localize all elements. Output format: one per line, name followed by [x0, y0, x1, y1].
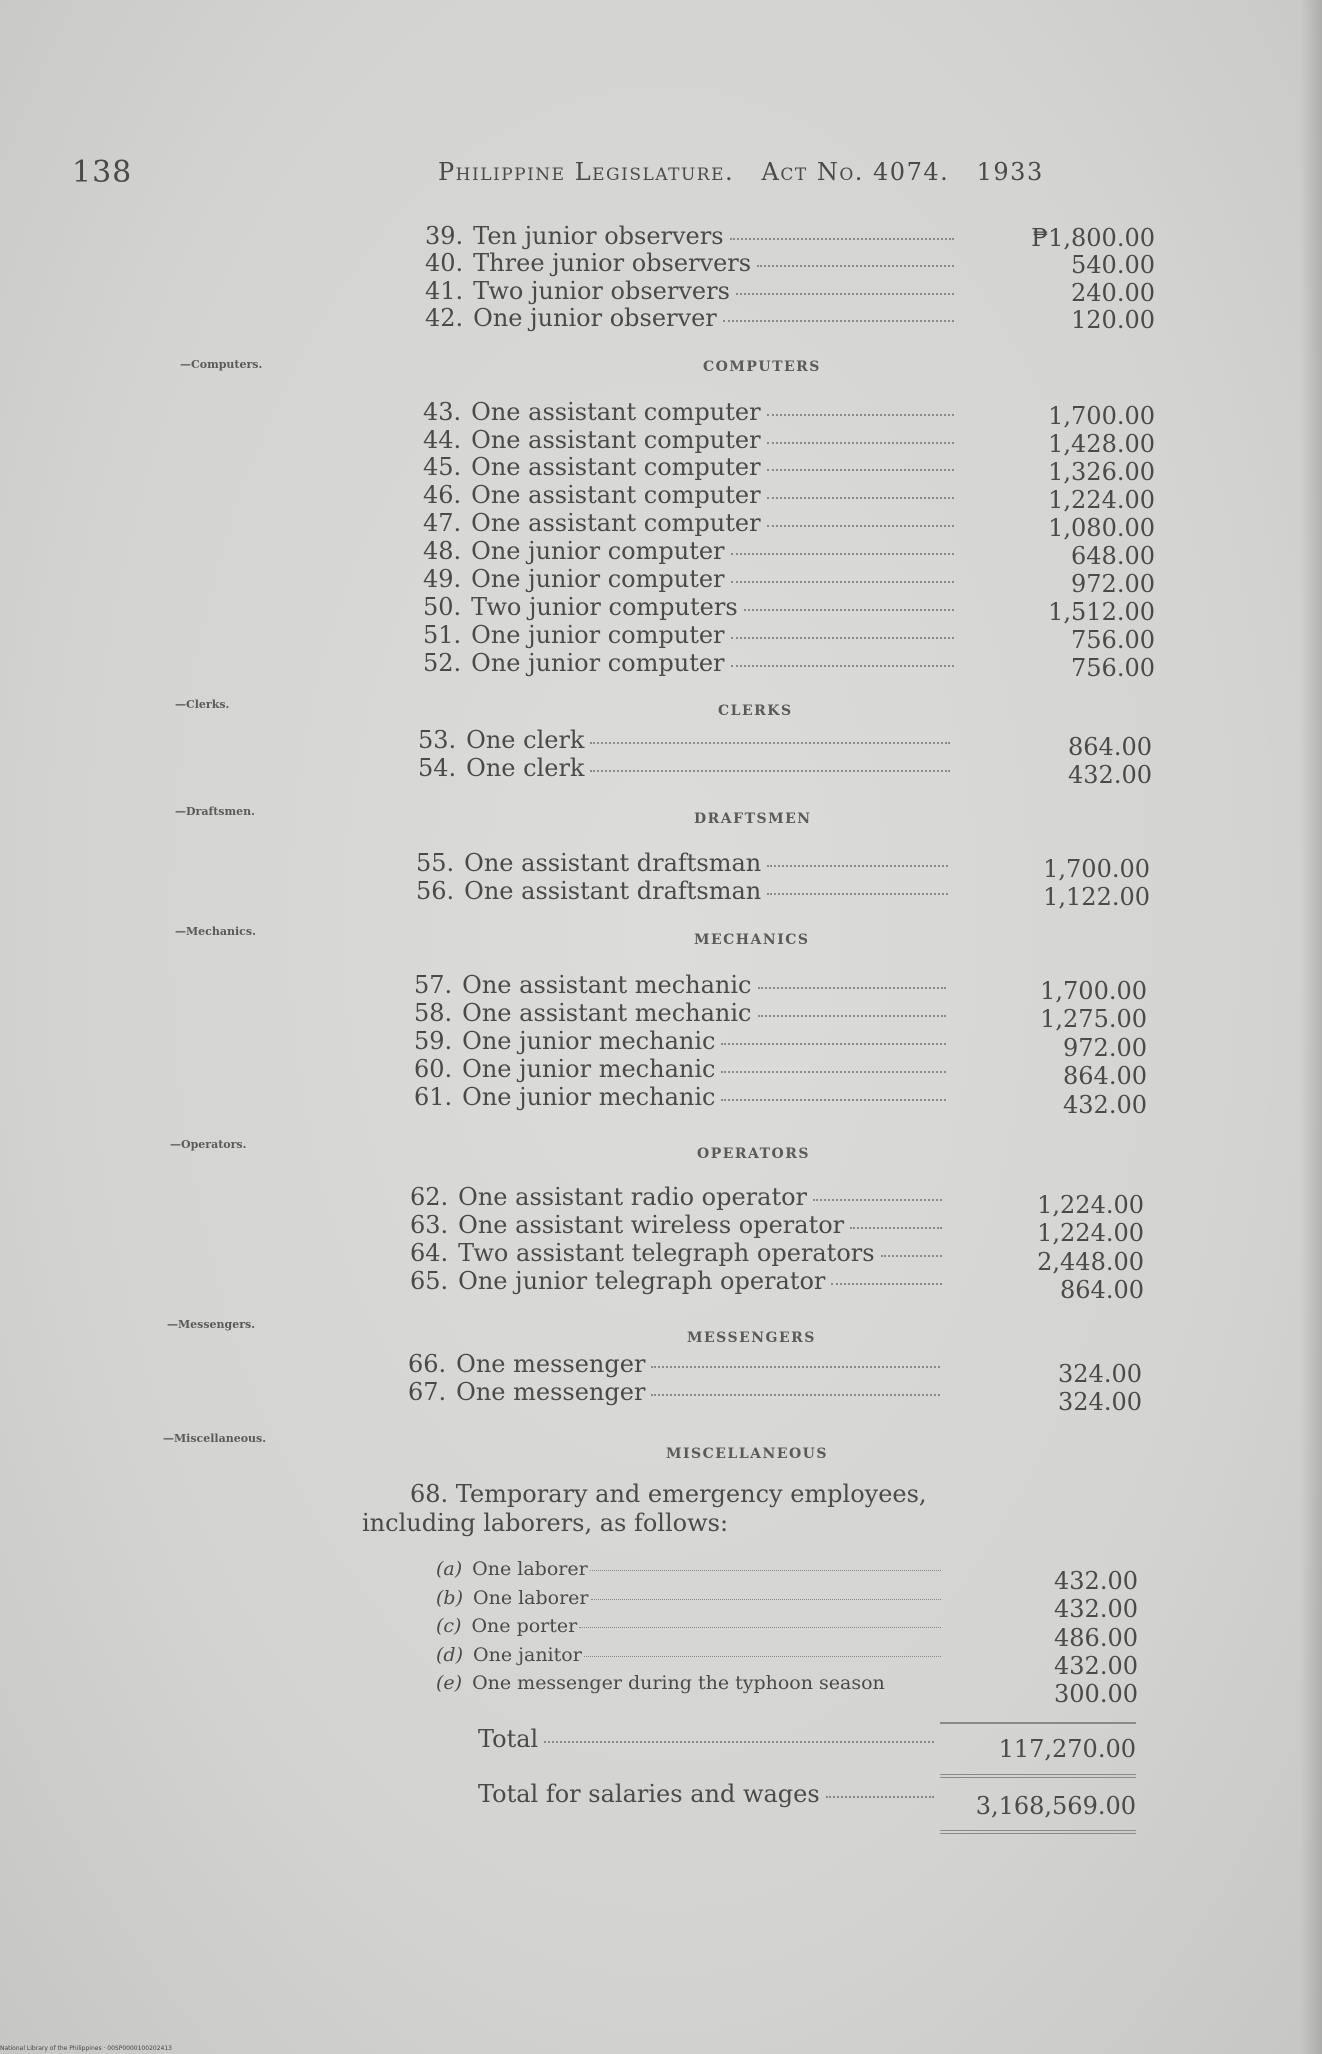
- sub-item: (b) One laborer: [436, 1587, 941, 1609]
- leader-dots: [767, 523, 954, 527]
- amount: 1,700.00: [1040, 977, 1147, 1005]
- item-68-line2: including laborers, as follows:: [362, 1509, 729, 1537]
- amount: 864.00: [1060, 1276, 1144, 1304]
- leader-dots: [723, 318, 954, 322]
- section-heading-draftsmen: DRAFTSMEN: [694, 811, 812, 827]
- side-note-operators: —Operators.: [170, 1138, 247, 1151]
- leader-dots: [544, 1739, 934, 1743]
- section-heading-mechanics: MECHANICS: [694, 932, 810, 948]
- amount: 2,448.00: [1037, 1248, 1144, 1276]
- list-item: 39. Ten junior observers: [425, 222, 960, 250]
- amount: 1,700.00: [1043, 855, 1150, 883]
- total-rule: [940, 1722, 1136, 1724]
- amount: 300.00: [1054, 1680, 1138, 1708]
- list-item: 41. Two junior observers: [425, 277, 960, 305]
- amount: 756.00: [1071, 626, 1155, 654]
- sub-item: (d) One janitor: [436, 1644, 941, 1666]
- sub-item: (a) One laborer: [436, 1558, 941, 1580]
- grand-total-line: Total for salaries and wages: [478, 1780, 940, 1808]
- amount: 540.00: [1071, 251, 1155, 279]
- list-item: 53. One clerk: [418, 726, 956, 754]
- list-item: 67. One messenger: [408, 1378, 946, 1406]
- amount: 1,700.00: [1048, 402, 1155, 430]
- amount: 1,326.00: [1048, 458, 1155, 486]
- leader-dots: [591, 1597, 941, 1600]
- list-item: 46. One assistant computer: [423, 481, 960, 509]
- list-item: 43. One assistant computer: [423, 398, 960, 426]
- amount: 756.00: [1071, 654, 1155, 682]
- page-number: 138: [72, 155, 133, 190]
- list-item: 56. One assistant draftsman: [416, 877, 954, 905]
- side-note-miscellaneous: —Miscellaneous.: [163, 1432, 267, 1445]
- amount: 864.00: [1068, 733, 1152, 761]
- list-item: 66. One messenger: [408, 1350, 946, 1378]
- list-item: 58. One assistant mechanic: [414, 999, 952, 1027]
- leader-dots: [721, 1041, 946, 1045]
- amount: 1,512.00: [1048, 598, 1155, 626]
- leader-dots: [584, 1654, 941, 1657]
- amount: 648.00: [1071, 542, 1155, 570]
- total-line: Total: [478, 1725, 940, 1753]
- leader-dots: [590, 1568, 941, 1571]
- running-head-legislature: Philippine Legislature.: [438, 158, 735, 186]
- list-item: 49. One junior computer: [423, 565, 960, 593]
- sub-item: (e) One messenger during the typhoon season: [436, 1672, 885, 1694]
- page-edge-shadow: [1300, 0, 1322, 2054]
- total-amount: 117,270.00: [998, 1735, 1136, 1763]
- leader-dots: [767, 467, 954, 471]
- leader-dots: [651, 1364, 940, 1368]
- leader-dots: [721, 1097, 946, 1101]
- list-item: 50. Two junior computers: [423, 593, 960, 621]
- amount: 1,275.00: [1040, 1005, 1147, 1033]
- running-head-year: 1933: [976, 158, 1044, 186]
- amount: 972.00: [1063, 1034, 1147, 1062]
- list-item: 65. One junior telegraph operator: [410, 1267, 948, 1295]
- leader-dots: [881, 1253, 942, 1257]
- leader-dots: [744, 607, 954, 611]
- leader-dots: [590, 740, 950, 744]
- list-item: 62. One assistant radio operator: [410, 1183, 948, 1211]
- leader-dots: [826, 1794, 934, 1798]
- leader-dots: [831, 1281, 942, 1285]
- side-note-mechanics: —Mechanics.: [175, 925, 256, 938]
- amount: 972.00: [1071, 570, 1155, 598]
- amount: 486.00: [1054, 1624, 1138, 1652]
- amount: 432.00: [1068, 761, 1152, 789]
- amount: 432.00: [1054, 1595, 1138, 1623]
- list-item: 59. One junior mechanic: [414, 1027, 952, 1055]
- leader-dots: [736, 291, 954, 295]
- amount: 864.00: [1063, 1062, 1147, 1090]
- list-item: 48. One junior computer: [423, 537, 960, 565]
- item-68-line1: 68. Temporary and emergency employees,: [410, 1480, 927, 1508]
- list-item: 60. One junior mechanic: [414, 1055, 952, 1083]
- side-note-computers: —Computers.: [180, 358, 263, 371]
- list-item: 47. One assistant computer: [423, 509, 960, 537]
- leader-dots: [731, 663, 954, 667]
- leader-dots: [731, 551, 954, 555]
- amount: 1,224.00: [1037, 1191, 1144, 1219]
- amount: 1,122.00: [1043, 883, 1150, 911]
- leader-dots: [767, 891, 948, 895]
- amount: ₱1,800.00: [1031, 224, 1155, 252]
- amount: 1,428.00: [1048, 430, 1155, 458]
- leader-dots: [813, 1197, 942, 1201]
- section-heading-computers: COMPUTERS: [703, 359, 821, 375]
- leader-dots: [730, 236, 954, 240]
- list-item: 55. One assistant draftsman: [416, 849, 954, 877]
- section-heading-operators: OPERATORS: [697, 1146, 810, 1162]
- list-item: 54. One clerk: [418, 754, 956, 782]
- grand-total-amount: 3,168,569.00: [975, 1792, 1136, 1820]
- running-head: [438, 158, 1044, 186]
- leader-dots: [767, 495, 954, 499]
- list-item: 57. One assistant mechanic: [414, 971, 952, 999]
- amount: 240.00: [1071, 279, 1155, 307]
- list-item: 42. One junior observer: [425, 304, 960, 332]
- sub-item: (c) One porter: [436, 1615, 941, 1637]
- side-note-clerks: —Clerks.: [175, 698, 230, 711]
- amount: 1,224.00: [1037, 1219, 1144, 1247]
- list-item: 63. One assistant wireless operator: [410, 1211, 948, 1239]
- section-heading-clerks: CLERKS: [718, 703, 793, 719]
- list-item: 45. One assistant computer: [423, 453, 960, 481]
- amount: 1,224.00: [1048, 486, 1155, 514]
- leader-dots: [757, 263, 954, 267]
- amount: 432.00: [1054, 1652, 1138, 1680]
- leader-dots: [758, 1013, 947, 1017]
- archive-footer: National Library of the Philippines · 00SP0000100202413: [0, 2045, 172, 2052]
- leader-dots: [731, 635, 954, 639]
- leader-dots: [767, 863, 948, 867]
- running-head-act: Act No. 4074.: [761, 158, 950, 186]
- section-heading-messengers: MESSENGERS: [687, 1330, 816, 1346]
- side-note-draftsmen: —Draftsmen.: [175, 805, 255, 818]
- amount: 324.00: [1058, 1360, 1142, 1388]
- grand-total-double-rule: [940, 1830, 1136, 1834]
- list-item: 40. Three junior observers: [425, 249, 960, 277]
- leader-dots: [767, 440, 954, 444]
- amount: 432.00: [1063, 1091, 1147, 1119]
- side-note-messengers: —Messengers.: [167, 1318, 256, 1331]
- leader-dots: [767, 412, 954, 416]
- amount: 120.00: [1071, 306, 1155, 334]
- leader-dots: [731, 579, 954, 583]
- leader-dots: [758, 985, 947, 989]
- list-item: 51. One junior computer: [423, 621, 960, 649]
- leader-dots: [721, 1069, 946, 1073]
- leader-dots: [651, 1392, 940, 1396]
- leader-dots: [850, 1225, 942, 1229]
- total-double-rule: [940, 1774, 1136, 1778]
- amount: 432.00: [1054, 1567, 1138, 1595]
- leader-dots: [579, 1625, 941, 1628]
- list-item: 64. Two assistant telegraph operators: [410, 1239, 948, 1267]
- amount: 1,080.00: [1048, 514, 1155, 542]
- section-heading-miscellaneous: MISCELLANEOUS: [666, 1446, 829, 1462]
- list-item: 44. One assistant computer: [423, 426, 960, 454]
- leader-dots: [590, 768, 950, 772]
- list-item: 52. One junior computer: [423, 649, 960, 677]
- list-item: 61. One junior mechanic: [414, 1083, 952, 1111]
- amount: 324.00: [1058, 1388, 1142, 1416]
